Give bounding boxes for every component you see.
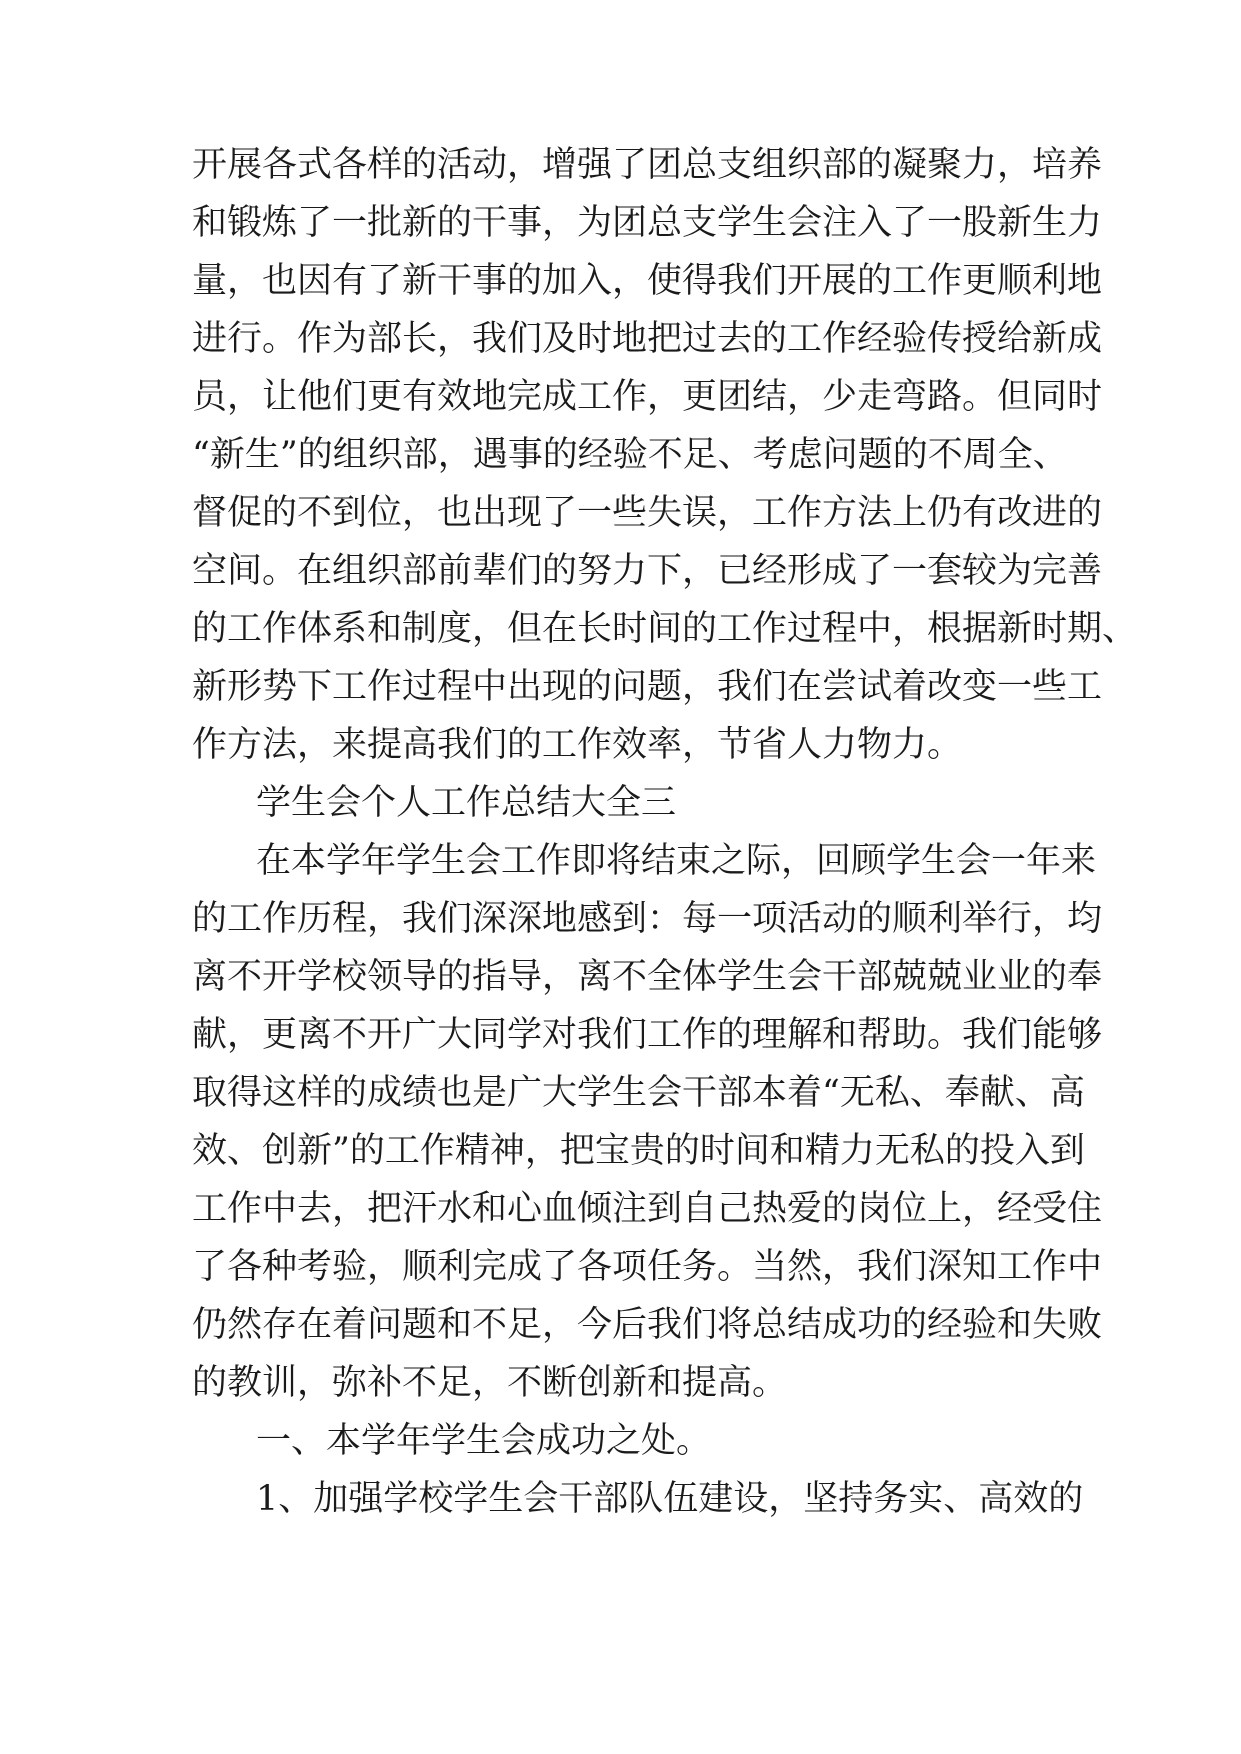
text-line: 效、创新”的工作精神，把宝贵的时间和精力无私的投入到 xyxy=(192,1131,1085,1171)
text-line: 督促的不到位，也出现了一些失误，工作方法上仍有改进的 xyxy=(192,493,1103,533)
text-line: 新形势下工作过程中出现的问题，我们在尝试着改变一些工 xyxy=(192,667,1103,707)
text-line: 量，也因有了新干事的加入，使得我们开展的工作更顺利地 xyxy=(192,261,1103,301)
text-line: 1、加强学校学生会干部队伍建设，坚持务实、高效的 xyxy=(256,1479,1084,1519)
text-line: 献，更离不开广大同学对我们工作的理解和帮助。我们能够 xyxy=(192,1015,1103,1055)
text-line: 开展各式各样的活动，增强了团总支组织部的凝聚力，培养 xyxy=(192,145,1103,185)
text-line: 工作中去，把汗水和心血倾注到自己热爱的岗位上，经受住 xyxy=(192,1189,1103,1229)
text-line: 的工作体系和制度，但在长时间的工作过程中，根据新时期、 xyxy=(192,609,1138,649)
text-line: 仍然存在着问题和不足，今后我们将总结成功的经验和失败 xyxy=(192,1305,1103,1345)
text-line: 离不开学校领导的指导，离不全体学生会干部兢兢业业的奉 xyxy=(192,957,1103,997)
text-line: 空间。在组织部前辈们的努力下，已经形成了一套较为完善 xyxy=(192,551,1103,591)
text-line: 作方法，来提高我们的工作效率，节省人力物力。 xyxy=(192,725,963,765)
text-line: 和锻炼了一批新的干事，为团总支学生会注入了一股新生力 xyxy=(192,203,1103,243)
text-line: 在本学年学生会工作即将结束之际，回顾学生会一年来 xyxy=(256,841,1097,881)
section-heading: 学生会个人工作总结大全三 xyxy=(256,783,677,823)
text-line: 取得这样的成绩也是广大学生会干部本着“无私、奉献、高 xyxy=(192,1073,1085,1113)
text-line: 的教训，弥补不足，不断创新和提高。 xyxy=(192,1363,788,1403)
text-line: 进行。作为部长，我们及时地把过去的工作经验传授给新成 xyxy=(192,319,1103,359)
text-line: 了各种考验，顺利完成了各项任务。当然，我们深知工作中 xyxy=(192,1247,1103,1287)
text-line: “新生”的组织部，遇事的经验不足、考虑问题的不周全、 xyxy=(192,435,1068,475)
text-line: 员，让他们更有效地完成工作，更团结，少走弯路。但同时 xyxy=(192,377,1103,417)
text-line: 的工作历程，我们深深地感到：每一项活动的顺利举行，均 xyxy=(192,899,1103,939)
section-heading: 一、本学年学生会成功之处。 xyxy=(256,1421,712,1461)
